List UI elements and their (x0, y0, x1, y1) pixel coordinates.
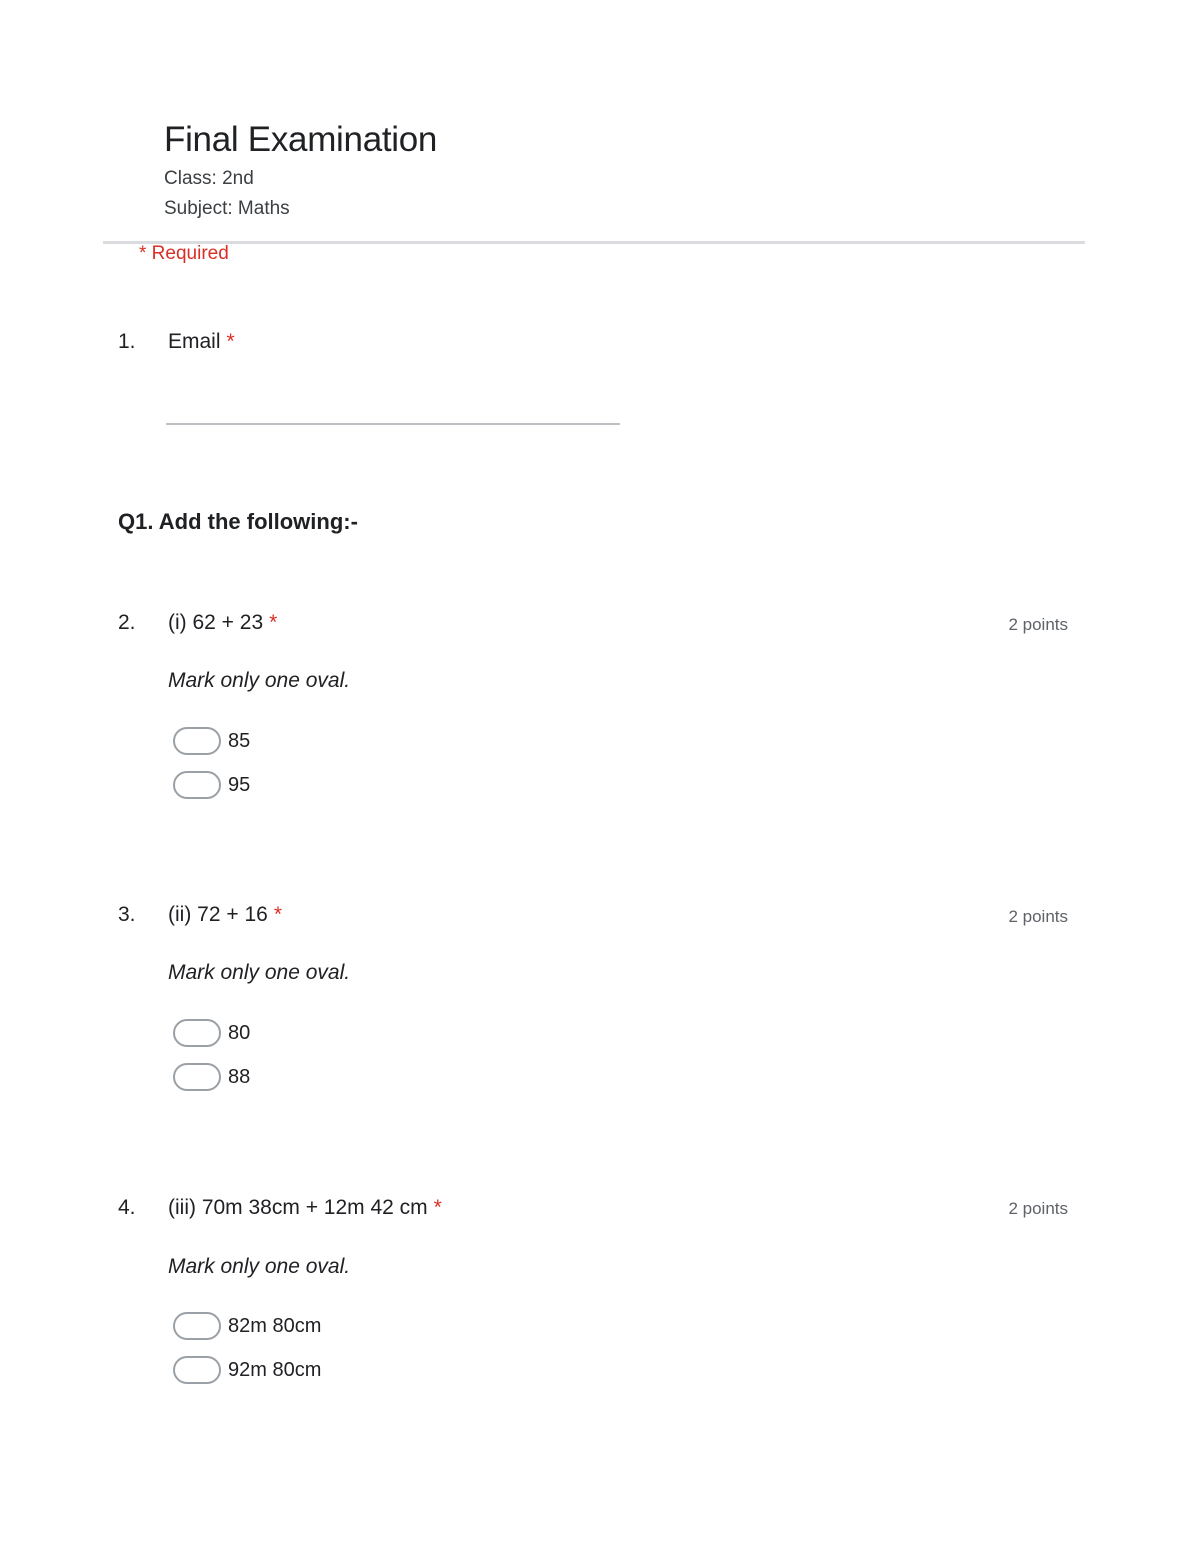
email-question-title (168, 330, 235, 354)
oval-radio[interactable] (173, 1312, 221, 1340)
question-text: (ii) 72 + 16 (168, 903, 268, 926)
email-input[interactable] (166, 423, 620, 425)
option-label: 82m 80cm (228, 1314, 322, 1337)
oval-radio[interactable] (173, 771, 221, 799)
question-number: 3. (118, 903, 136, 926)
option-item[interactable] (173, 1019, 250, 1047)
question-title (168, 1196, 442, 1220)
option-item[interactable] (173, 1312, 321, 1340)
required-star: * (226, 330, 235, 353)
question-text: (i) 62 + 23 (168, 611, 264, 634)
form-description-class: Class: 2nd (164, 168, 254, 189)
oval-radio[interactable] (173, 1019, 221, 1047)
header-divider (103, 241, 1085, 244)
required-star: * (273, 903, 282, 926)
question-title (168, 903, 282, 927)
question-number: 2. (118, 611, 136, 634)
option-label: 92m 80cm (228, 1358, 322, 1381)
oval-radio[interactable] (173, 1063, 221, 1091)
question-text: (iii) 70m 38cm + 12m 42 cm (168, 1196, 428, 1219)
option-label: 95 (228, 773, 251, 796)
points-label: 2 points (1008, 1199, 1068, 1218)
option-item[interactable] (173, 1063, 250, 1091)
form-title: Final Examination (164, 120, 438, 159)
points-label: 2 points (1008, 615, 1068, 634)
form-description-subject: Subject: Maths (164, 198, 290, 219)
option-label: 85 (228, 729, 251, 752)
option-item[interactable] (173, 1356, 321, 1384)
option-item[interactable] (173, 771, 250, 799)
option-item[interactable] (173, 727, 250, 755)
option-label: 80 (228, 1021, 251, 1044)
oval-radio[interactable] (173, 1356, 221, 1384)
instruction-text: Mark only one oval. (168, 669, 351, 692)
instruction-text: Mark only one oval. (168, 961, 351, 984)
required-star: * (433, 1196, 442, 1219)
question-number: 1. (118, 330, 136, 353)
email-label: Email (168, 330, 221, 353)
required-star: * (269, 611, 278, 634)
section-title: Q1. Add the following:- (118, 509, 358, 534)
question-number: 4. (118, 1196, 136, 1219)
required-note: * Required (139, 243, 229, 264)
question-title (168, 611, 277, 635)
oval-radio[interactable] (173, 727, 221, 755)
instruction-text: Mark only one oval. (168, 1255, 351, 1278)
points-label: 2 points (1008, 907, 1068, 926)
option-label: 88 (228, 1065, 251, 1088)
